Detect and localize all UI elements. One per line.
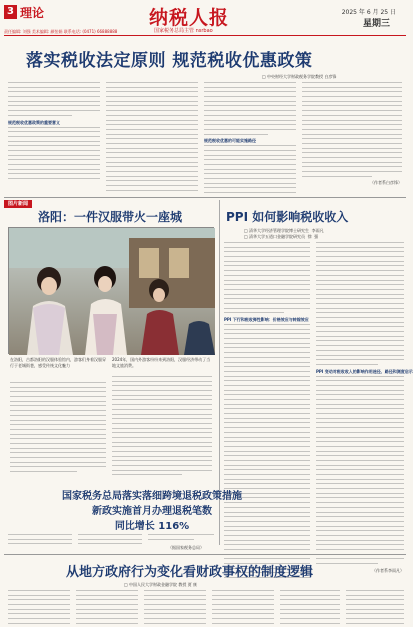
- editor-line: 责任编辑: 刘强 美术编辑: 颜怡娟 联系电话: (0471) 66888888: [4, 29, 118, 34]
- news-col-2: [78, 534, 142, 550]
- bottom-divider: [4, 554, 406, 555]
- bottom-col-4: [212, 590, 274, 624]
- issue-date: 2025 年 6 月 25 日: [341, 9, 396, 16]
- ppi-subhead-2: PPI 变动对税收收入的影响作用途径、路径和测度启示: [316, 368, 413, 374]
- ppi-story-byline: □ 清华大学经济管理学院博士研究生 李雨凡 □ 清华大学五道口金融学院研究员 徐 强: [244, 228, 324, 239]
- news-headline-line-1: 国家税务总局落实落细跨境退税政策措施: [62, 491, 242, 502]
- bottom-col-3: [144, 590, 206, 624]
- photo-news-col-2: [112, 376, 212, 478]
- photo-caption-2: 2024年，国内外游客纷纷来到洛阳，汉服经济带动了当地文旅消费。: [112, 357, 211, 368]
- masthead: [4, 3, 406, 37]
- top-story-col-1: [8, 82, 100, 192]
- ppi-story-col-2: [316, 242, 413, 573]
- bottom-story-byline: □ 中国人民大学财政金融学院 教授 贾 康: [124, 582, 197, 587]
- photo-news-col-1: [10, 382, 106, 478]
- section-title: 理论: [20, 6, 45, 20]
- top-story-subhead-1: 规范税收优惠政策的重要意义: [8, 119, 60, 125]
- top-story-signature: （作者系白彦锋）: [370, 180, 402, 186]
- photo-news-headline: 洛阳：一件汉服带火一座城: [38, 210, 183, 224]
- page-number: 3: [4, 5, 17, 19]
- news-headline-line-2: 新政实施首月办理退税笔数: [92, 506, 212, 517]
- top-story-col-3: [204, 82, 296, 192]
- photo-news-image: [8, 227, 214, 354]
- bottom-story-headline: 从地方政府行为变化看财政事权的制度逻辑: [66, 565, 314, 580]
- top-story-col-2: [106, 82, 198, 192]
- news-signature: （据国家税务总局）: [168, 545, 204, 550]
- top-story-col-4: [302, 82, 402, 194]
- ppi-signature: （作者系李雨凡）: [372, 567, 404, 573]
- ppi-subhead-1: PPI 下行和税收弹性影响：价格效应与转嫁效应: [224, 317, 309, 322]
- issue-weekday: 星期三: [362, 19, 390, 29]
- bottom-col-1: [8, 590, 70, 624]
- paper-url: 国家税务总局主管 nsrbao: [154, 28, 213, 34]
- bottom-col-6: [346, 590, 404, 624]
- photo-caption: 在洛阳，古都洛阳的汉服体验馆内，游客们身着汉服穿行于老城街巷，感受传统文化魅力: [10, 357, 106, 368]
- bottom-col-5: [280, 590, 340, 624]
- top-story-headline: 落实税收法定原则 规范税收优惠政策: [26, 51, 313, 71]
- news-col-1: [8, 534, 72, 550]
- bottom-col-2: [76, 590, 138, 624]
- photo-news-tag: 图片新闻: [4, 200, 32, 208]
- top-story-subhead-2: 规范税收优惠的可能实施路径: [204, 138, 256, 144]
- news-headline-line-3: 同比增长 116%: [114, 521, 190, 532]
- ppi-story-headline: PPI 如何影响税收收入: [226, 210, 349, 224]
- paper-title: 纳税人报: [149, 7, 230, 29]
- top-story-byline: □ 中央财经大学财政税务学院教授 白彦锋: [262, 74, 337, 79]
- news-headline: [62, 489, 242, 534]
- masthead-rule: [4, 35, 406, 36]
- section-divider: [4, 197, 406, 198]
